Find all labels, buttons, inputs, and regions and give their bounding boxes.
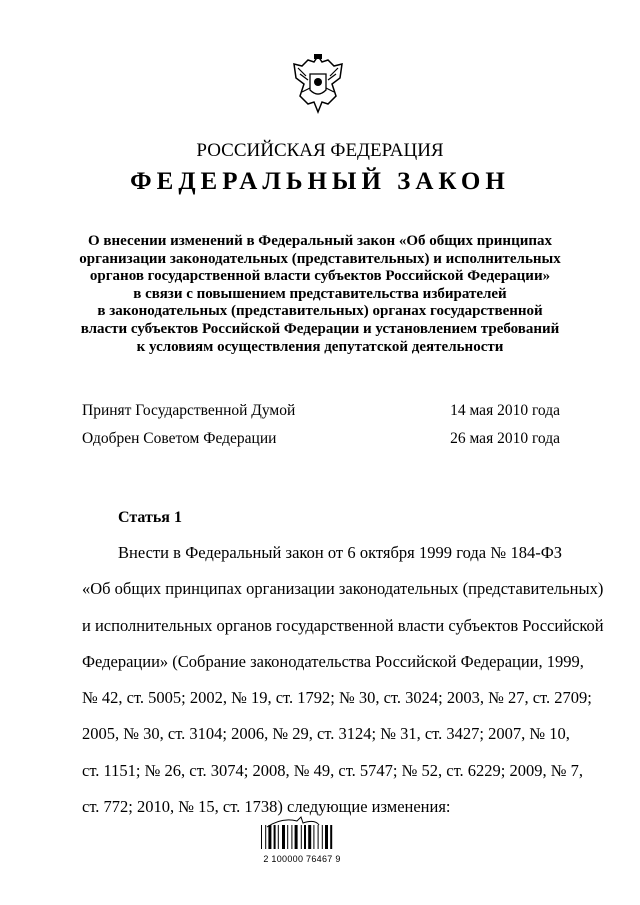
adoption-date: 14 мая 2010 года [450, 402, 560, 419]
coat-of-arms-emblem [288, 52, 348, 116]
barcode-bar [313, 825, 314, 849]
barcode-bar [282, 825, 285, 849]
law-type-heading: ФЕДЕРАЛЬНЫЙ ЗАКОН [130, 168, 510, 195]
body-line: 2005, № 30, ст. 3104; 2006, № 29, ст. 3124; № 31, ст. 3427; 2007, № 10, [82, 724, 570, 744]
barcode-bar [287, 825, 288, 849]
title-line: О внесении изменений в Федеральный закон «Об общих принципах [87, 233, 553, 249]
title-line: в связи с повышением представительства избирателей [133, 285, 507, 302]
barcode-bar [325, 825, 328, 849]
barcode-bar [308, 825, 311, 849]
title-line: власти субъектов Российской Федерации и установлением требований [80, 320, 560, 337]
barcode-bar [330, 825, 332, 849]
barcode-bar [278, 825, 279, 849]
barcode-bar [274, 825, 276, 849]
barcode-bars [257, 815, 347, 849]
title-line: органов государственной власти субъектов Российской Федерации» [89, 268, 551, 285]
adoption-federation-council [82, 430, 560, 448]
title-line: организации законодательных (представительных) и исполнительных [79, 250, 561, 267]
body-line: и исполнительных органов государственной власти субъектов Российской [82, 615, 604, 635]
law-title [60, 233, 580, 356]
barcode-bar [295, 825, 298, 849]
barcode-bar [265, 825, 266, 849]
adoption-duma [82, 402, 560, 420]
adoption-label: Принят Государственной Думой [82, 402, 296, 419]
title-line: к условиям осуществления депутатской деятельности [136, 338, 504, 355]
barcode-number: 2 100000 76467 9 [263, 854, 341, 864]
barcode-bar [261, 825, 262, 849]
barcode-bar [318, 825, 319, 849]
body-line: № 42, ст. 5005; 2002, № 19, ст. 1792; № 30, ст. 3024; 2003, № 27, ст. 2709; [82, 688, 592, 708]
body-line: ст. 772; 2010, № 15, ст. 1738) следующие изменения: [82, 797, 451, 817]
title-line: в законодательных (представительных) органах государственной [97, 303, 543, 320]
barcode [257, 815, 347, 864]
barcode-bar [322, 825, 323, 849]
body-line: ст. 1151; № 26, ст. 3074; 2008, № 49, ст. 5747; № 52, ст. 6229; 2009, № 7, [82, 760, 583, 780]
adoption-label: Одобрен Советом Федерации [82, 430, 277, 447]
body-line: Федерации» (Собрание законодательства Российской Федерации, 1999, [82, 651, 584, 671]
article-body [82, 542, 604, 832]
adoption-date: 26 мая 2010 года [450, 430, 560, 447]
country-heading: РОССИЙСКАЯ ФЕДЕРАЦИЯ [196, 140, 444, 161]
barcode-bar [291, 825, 292, 849]
article-heading: Статья 1 [118, 509, 182, 526]
barcode-bar [268, 825, 271, 849]
barcode-bar [304, 825, 306, 849]
barcode-bar [301, 825, 302, 849]
body-line: «Об общих принципах организации законодательных (представительных) [82, 579, 604, 599]
body-line: Внести в Федеральный закон от 6 октября 1999 года № 184-ФЗ [118, 543, 562, 562]
